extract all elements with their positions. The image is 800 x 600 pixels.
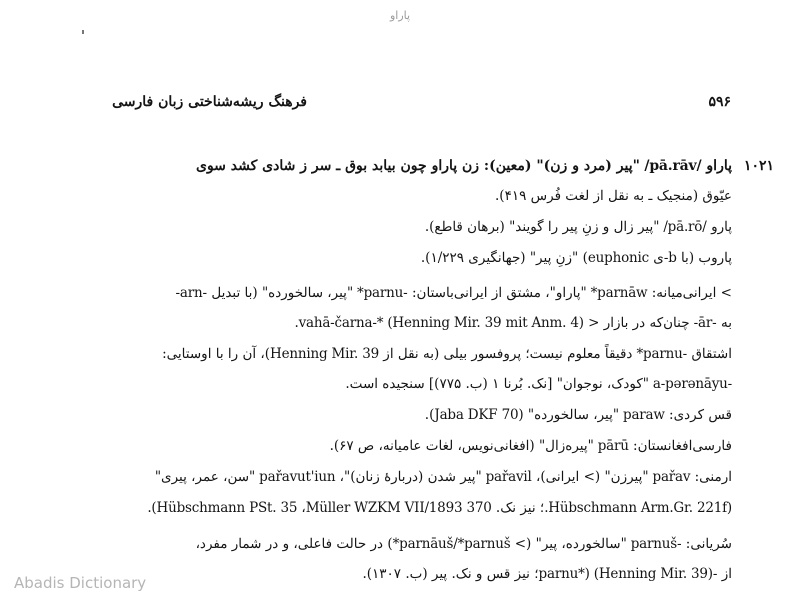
text-line: پاروب (با b-ی euphonic) "زنِ پیر" (جهانگیری ۱/۲۲۹). — [420, 250, 732, 266]
text-line: قس کردی: paraw "پیر، سالخورده" (Jaba DKF 70). — [424, 407, 732, 423]
text-line: (Hübschmann Arm.Gr. 221f.؛ نیز نک. Hübschmann PSt. 35 ،Müller WZKM VII/1893 370). — [147, 500, 732, 516]
top-bar — [0, 0, 800, 36]
text-line: عیّوق (منجیک ـ به نقل از لغت فُرس ۴۱۹). — [495, 188, 732, 204]
decorative-dot — [82, 30, 84, 34]
text-line: اشتقاق -parnu* دقیقاً معلوم نیست؛ پروفسور بیلی (به نقل از Henning Mir. 39)، آن را با اوستایی: — [162, 346, 732, 362]
text-line: سُریانی: -parnuš "سالخورده، پیر" (> parnāuš/*parnuš*) در حالت فاعلی، و در شمار مفرد، — [195, 536, 732, 552]
page-title: پاراو — [389, 9, 411, 22]
text-line: از -parnu*) (Henning Mir. 39)؛ نیز قس و نک. پیر (ب. ۱۳۰۷). — [362, 566, 732, 582]
text-line: > ایرانی‌میانه: parnāw* "پاراو"، مشتق از ایرانی‌باستان: -parnu* "پیر، سالخورده" (با تبدیل -arn- — [175, 285, 732, 301]
entry-number: ۱۰۲۱ — [743, 158, 774, 174]
text-line: -a-pərənāyu "کودک، نوجوان" [نک. بُرنا ۱ (ب. ۷۷۵)] سنجیده است. — [345, 376, 732, 392]
text-line: به -ār- چنان‌که در بازار < vahā-čarna-* (Henning Mir. 39 mit Anm. 4). — [294, 315, 732, 331]
book-title: فرهنگ ریشه‌شناختی زبان فارسی — [112, 94, 307, 110]
text-line: پاراو /pā.rāv/ "پیر (مرد و زن)" (معین): زن پاراو چون بیابد بوق ـ سر ز شادی کشد سوی — [195, 158, 732, 174]
text-line: فارسی‌افغانستان: pārū "پیره‌زال" (افغانی‌نویس، لغات عامیانه، ص ۶۷). — [329, 438, 732, 454]
text-line: پارو /pā.rō/ "پیر زال و زنِ پیر را گویند" (برهان قاطع). — [424, 219, 732, 235]
watermark: Abadis Dictionary — [14, 574, 147, 592]
page-number: ۵۹۶ — [708, 94, 731, 110]
text-line: ارمنی: pařav "پیرزن" (> ایرانی)، pařavil "پیر شدن (دربارهٔ زنان)"، pařavut'iun "سن، عمر، پیری" — [154, 469, 732, 485]
